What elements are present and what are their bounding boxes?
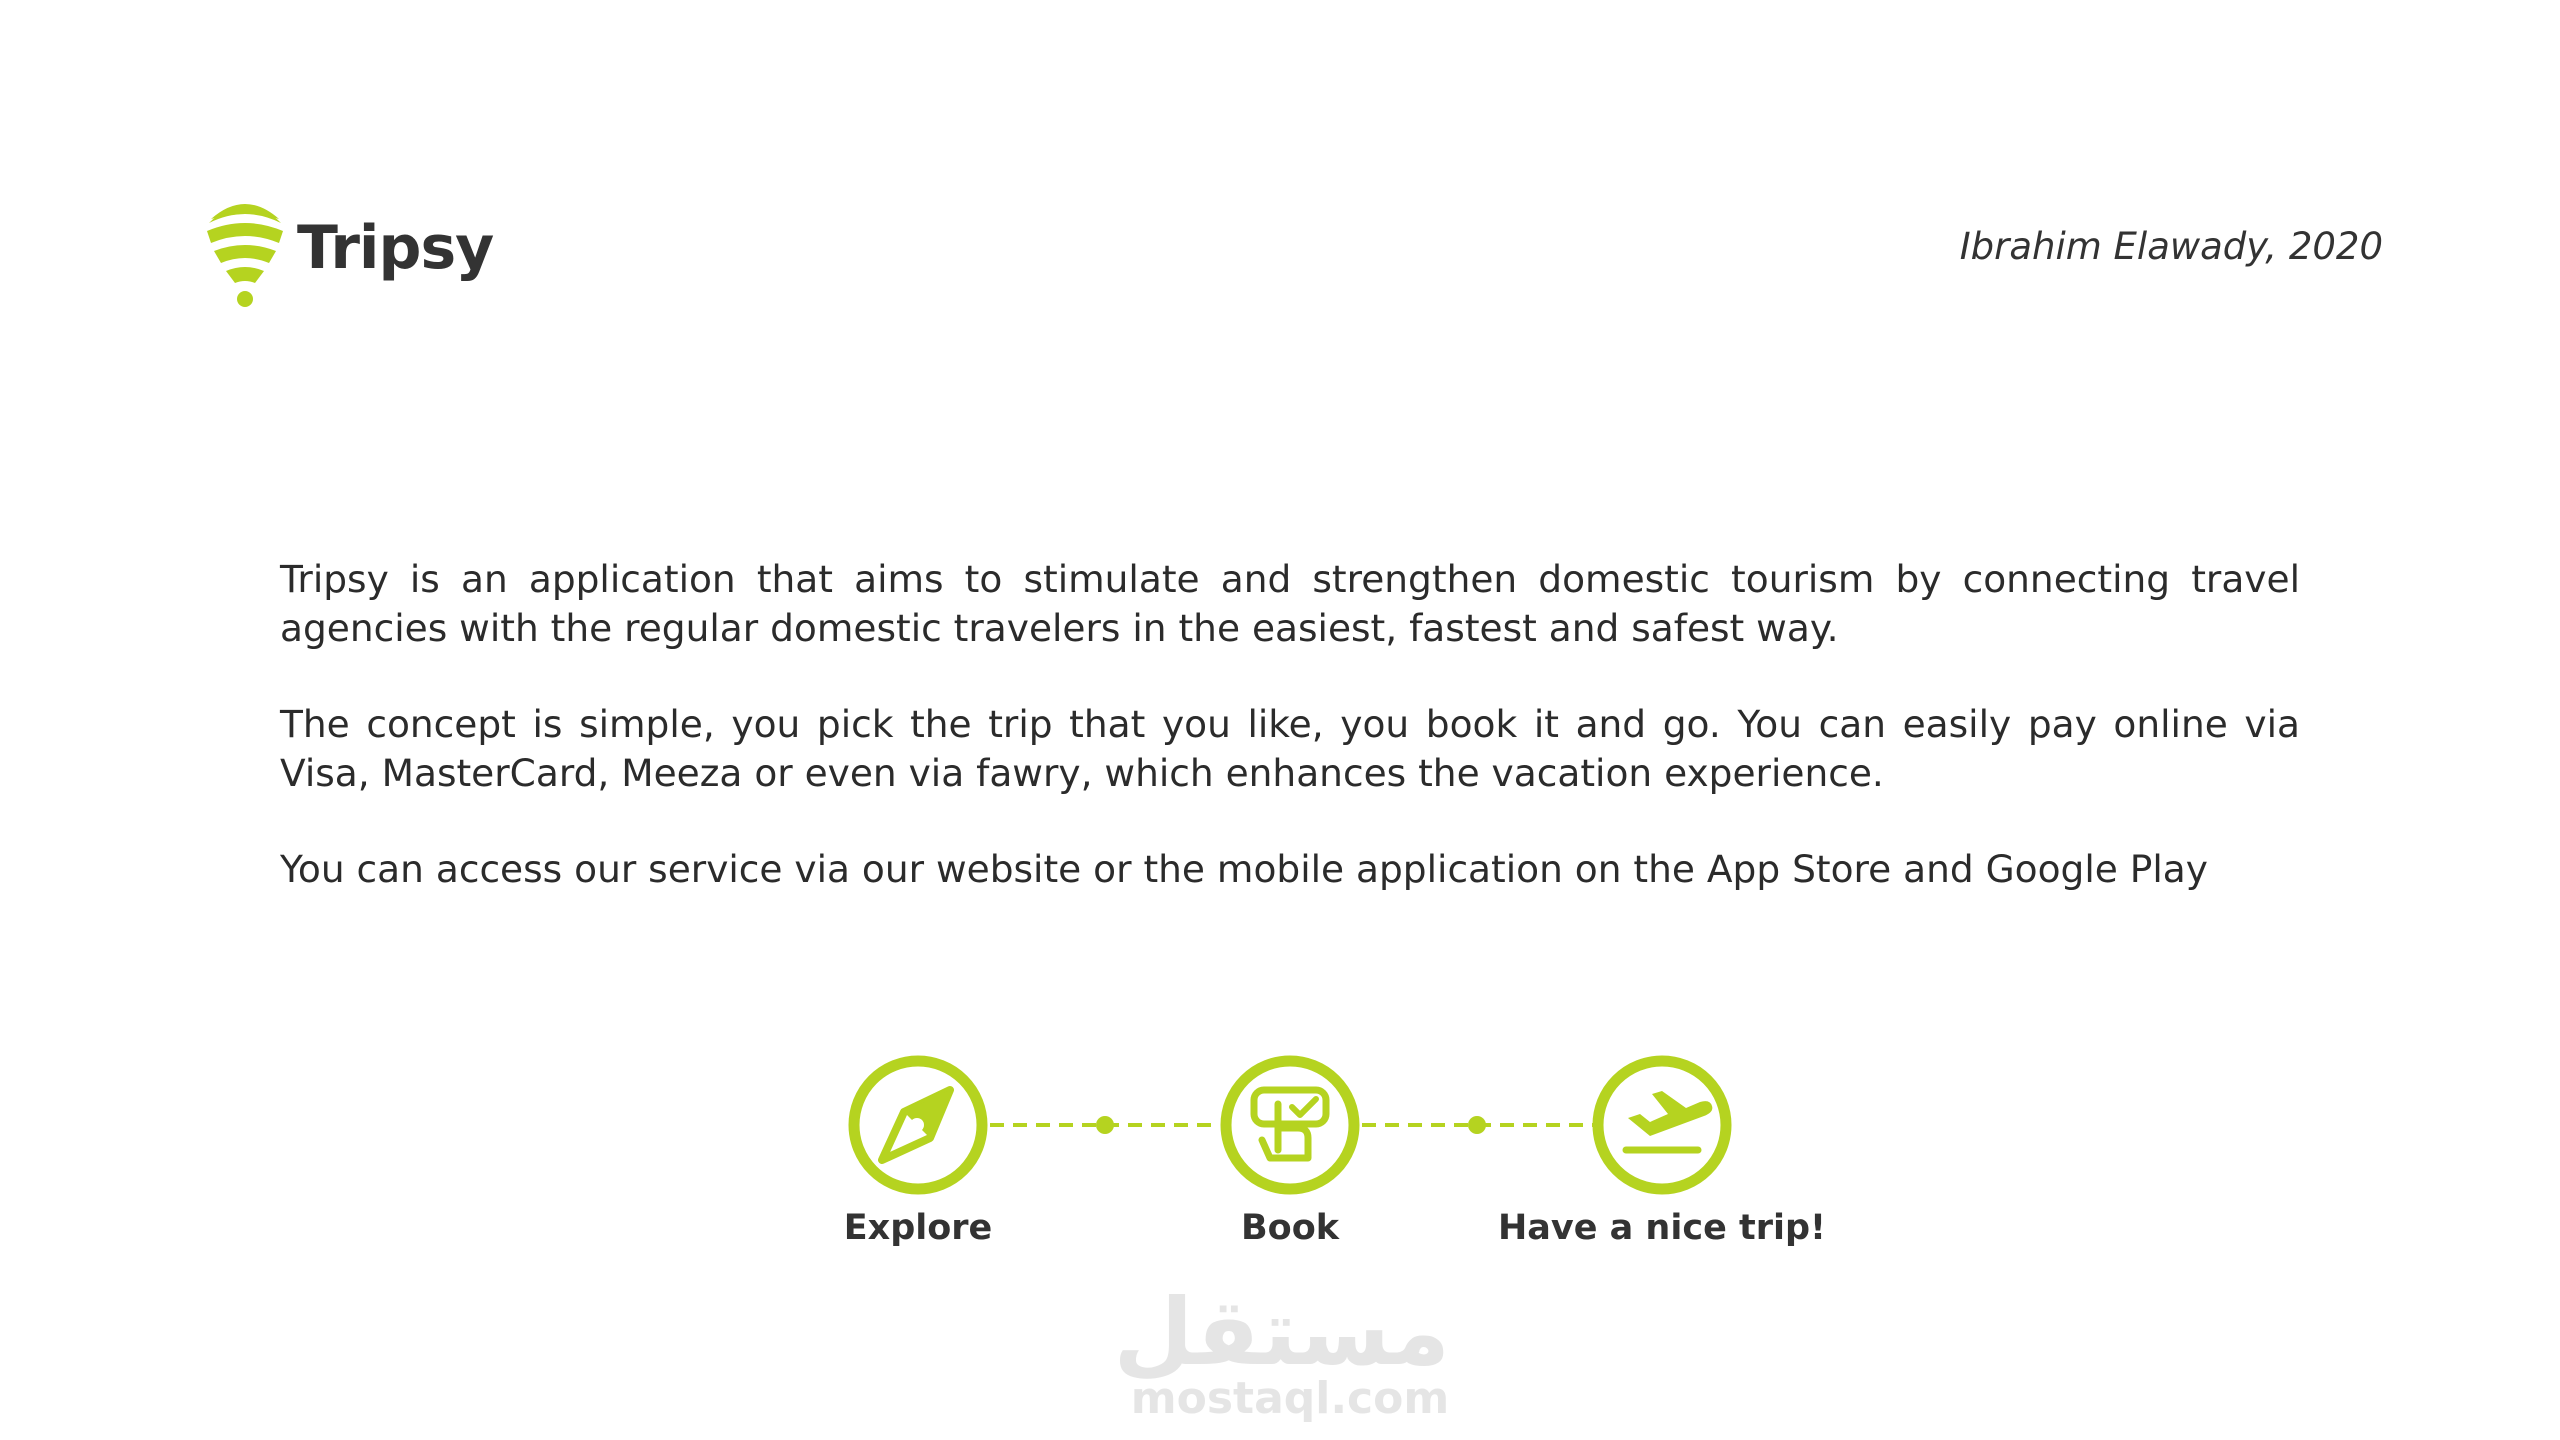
connector-dot <box>1096 1116 1114 1134</box>
author-credit: Ibrahim Elawady, 2020 <box>1959 225 2383 268</box>
intro-paragraph: The concept is simple, you pick the trip that you like, you book it and go. You can easily pay online via Visa, MasterCard, Meeza or even via fawry, which enhances the vacation experience. <box>280 702 2300 795</box>
compass-icon <box>854 1061 982 1189</box>
step-label-trip: Have a nice trip! <box>1497 1208 1827 1248</box>
step-label-book: Book <box>1240 1208 1340 1248</box>
tap-booking-icon <box>1226 1061 1354 1189</box>
brand-name: Tripsy <box>297 213 494 283</box>
connector-dot <box>1468 1116 1486 1134</box>
plane-takeoff-icon <box>1598 1061 1726 1189</box>
intro-paragraph: You can access our service via our website or the mobile application on the App Store and Google Play <box>280 847 2208 891</box>
step-label-explore: Explore <box>843 1208 993 1248</box>
watermark-latin: mostaql.com <box>1130 1373 1450 1424</box>
intro-paragraph: Tripsy is an application that aims to stimulate and strengthen domestic tourism by connecting travel agencies with the regular domestic travelers in the easiest, fastest and safest way. <box>280 557 2300 650</box>
watermark <box>1113 1279 1450 1424</box>
watermark-arabic: مستقل <box>1113 1279 1450 1386</box>
